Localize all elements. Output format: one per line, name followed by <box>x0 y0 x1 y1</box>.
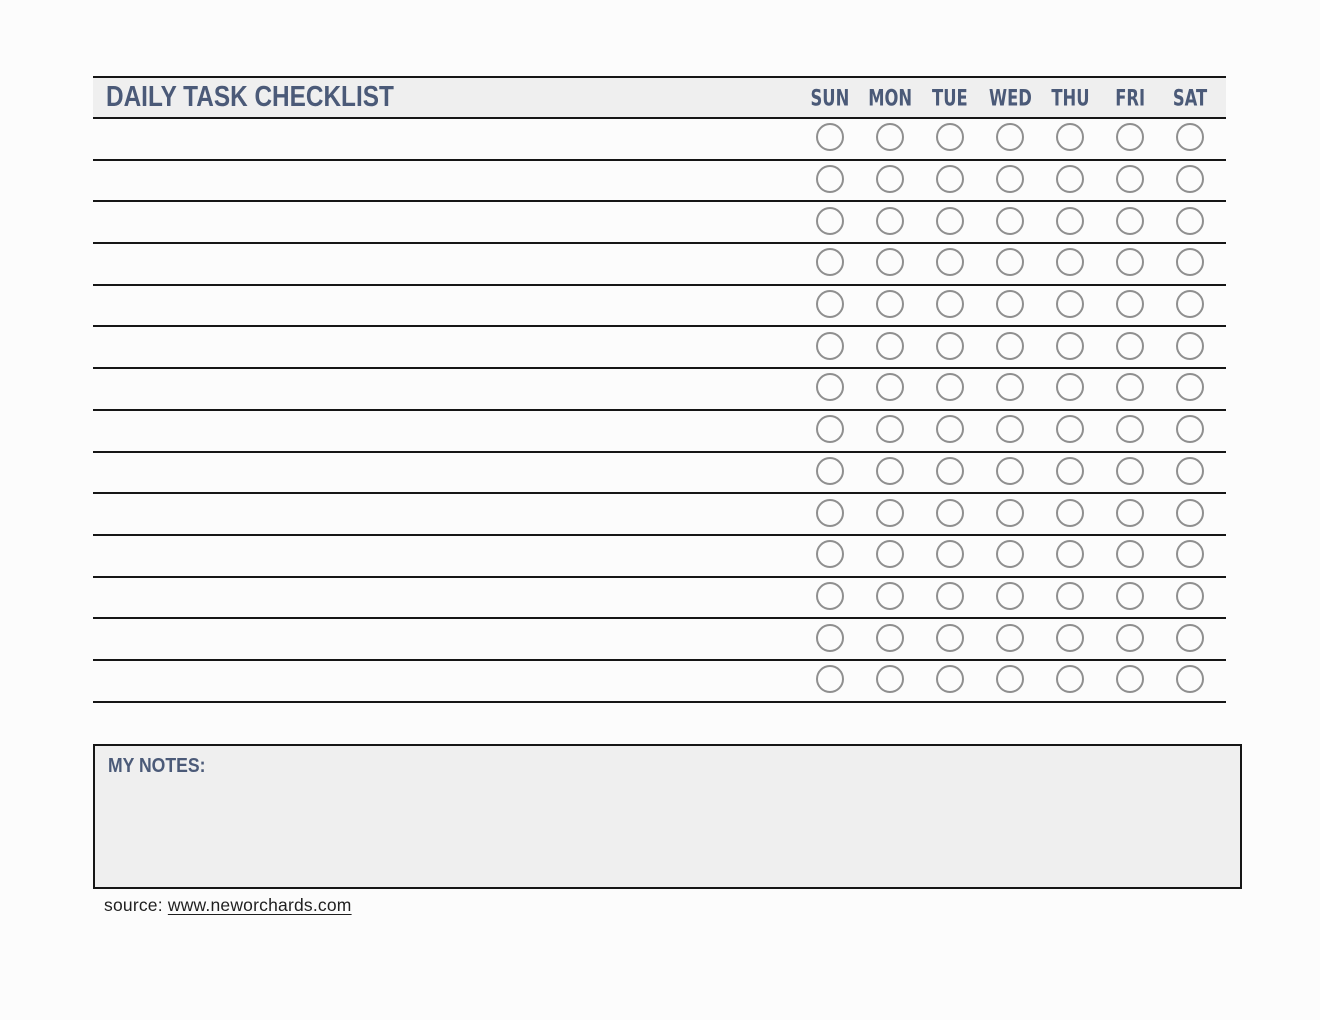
day-checkbox-circle[interactable] <box>816 332 844 360</box>
checkbox-cell-mon <box>860 585 920 610</box>
day-checkbox-circle[interactable] <box>816 123 844 151</box>
day-checkbox-circle[interactable] <box>1176 123 1204 151</box>
day-checkbox-circle[interactable] <box>816 248 844 276</box>
day-checkbox-circle[interactable] <box>816 373 844 401</box>
day-checkbox-circle[interactable] <box>936 665 964 693</box>
day-checkbox-circle[interactable] <box>936 332 964 360</box>
day-header-wed <box>980 86 1040 110</box>
day-checkbox-circle[interactable] <box>1056 248 1084 276</box>
checkbox-cell-fri <box>1100 168 1160 193</box>
day-header-mon <box>860 86 920 110</box>
checkbox-cell-sun <box>800 668 860 693</box>
checkbox-cell-wed <box>980 335 1040 360</box>
task-name-field[interactable] <box>93 619 800 659</box>
day-checkbox-circle[interactable] <box>876 123 904 151</box>
day-checkbox-circle[interactable] <box>1176 540 1204 568</box>
checkbox-cell-wed <box>980 251 1040 276</box>
day-header-tue <box>920 86 980 110</box>
task-row <box>93 411 1226 453</box>
day-checkbox-circle[interactable] <box>936 499 964 527</box>
day-checkbox-circle[interactable] <box>996 248 1024 276</box>
day-checkbox-circle[interactable] <box>876 165 904 193</box>
checkbox-cell-wed <box>980 502 1040 527</box>
checkbox-cell-thu <box>1040 627 1100 652</box>
day-checkbox-circle[interactable] <box>816 415 844 443</box>
checkbox-cell-fri <box>1100 585 1160 610</box>
checkbox-cell-thu <box>1040 668 1100 693</box>
day-header-fri <box>1100 86 1160 110</box>
checkbox-cell-fri <box>1100 502 1160 527</box>
checkbox-cell-sun <box>800 210 860 235</box>
task-table <box>93 76 1226 703</box>
checkbox-cell-sun <box>800 126 860 151</box>
task-row <box>93 161 1226 203</box>
notes-label <box>108 755 205 778</box>
task-name-field[interactable] <box>93 161 800 201</box>
day-checkbox-circle[interactable] <box>1056 332 1084 360</box>
checkbox-cell-thu <box>1040 335 1100 360</box>
checkbox-cell-wed <box>980 126 1040 151</box>
day-checkbox-circle[interactable] <box>816 624 844 652</box>
checkbox-cell-thu <box>1040 168 1100 193</box>
day-checkbox-group <box>800 168 1226 193</box>
task-row <box>93 202 1226 244</box>
checkbox-cell-tue <box>920 627 980 652</box>
checkbox-cell-fri <box>1100 376 1160 401</box>
day-checkbox-circle[interactable] <box>1056 373 1084 401</box>
checkbox-cell-sat <box>1160 502 1220 527</box>
checkbox-cell-sun <box>800 502 860 527</box>
day-checkbox-circle[interactable] <box>876 665 904 693</box>
checkbox-cell-tue <box>920 418 980 443</box>
day-checkbox-circle[interactable] <box>1116 415 1144 443</box>
day-checkbox-circle[interactable] <box>996 207 1024 235</box>
task-name-field[interactable] <box>93 494 800 534</box>
checkbox-cell-sat <box>1160 543 1220 568</box>
day-checkbox-circle[interactable] <box>876 332 904 360</box>
task-name-field[interactable] <box>93 411 800 451</box>
checkbox-cell-sat <box>1160 126 1220 151</box>
notes-label-colon: : <box>199 755 206 777</box>
checkbox-cell-fri <box>1100 126 1160 151</box>
checkbox-cell-sun <box>800 585 860 610</box>
table-header <box>93 76 1226 119</box>
day-header-label: MON <box>868 84 912 111</box>
day-checkbox-circle[interactable] <box>876 540 904 568</box>
task-row <box>93 661 1226 703</box>
checkbox-cell-fri <box>1100 418 1160 443</box>
day-checkbox-circle[interactable] <box>1176 457 1204 485</box>
day-checkbox-circle[interactable] <box>876 582 904 610</box>
day-checkbox-circle[interactable] <box>1176 415 1204 443</box>
checkbox-cell-thu <box>1040 460 1100 485</box>
notes-input-area[interactable] <box>108 778 1227 873</box>
day-checkbox-circle[interactable] <box>936 290 964 318</box>
checkbox-cell-thu <box>1040 418 1100 443</box>
day-checkbox-circle[interactable] <box>816 582 844 610</box>
day-checkbox-circle[interactable] <box>936 540 964 568</box>
checkbox-cell-sat <box>1160 335 1220 360</box>
day-checkbox-circle[interactable] <box>876 248 904 276</box>
checkbox-cell-mon <box>860 168 920 193</box>
day-checkbox-group <box>800 418 1226 443</box>
day-checkbox-circle[interactable] <box>1116 248 1144 276</box>
day-checkbox-circle[interactable] <box>936 415 964 443</box>
day-checkbox-circle[interactable] <box>1116 123 1144 151</box>
checkbox-cell-tue <box>920 168 980 193</box>
day-checkbox-group <box>800 210 1226 235</box>
task-name-field[interactable] <box>93 578 800 618</box>
checkbox-cell-thu <box>1040 376 1100 401</box>
day-checkbox-circle[interactable] <box>1116 332 1144 360</box>
checkbox-cell-fri <box>1100 210 1160 235</box>
checkbox-cell-fri <box>1100 460 1160 485</box>
checkbox-cell-wed <box>980 168 1040 193</box>
day-checkbox-circle[interactable] <box>996 540 1024 568</box>
day-checkbox-circle[interactable] <box>1116 457 1144 485</box>
notes-box <box>93 744 1242 889</box>
task-name-field[interactable] <box>93 369 800 409</box>
day-checkbox-circle[interactable] <box>1176 332 1204 360</box>
day-checkbox-circle[interactable] <box>1176 665 1204 693</box>
task-name-field[interactable] <box>93 453 800 493</box>
day-checkbox-group <box>800 126 1226 151</box>
day-checkbox-circle[interactable] <box>1176 624 1204 652</box>
checkbox-cell-mon <box>860 335 920 360</box>
day-checkbox-circle[interactable] <box>1056 665 1084 693</box>
source-line <box>104 895 352 916</box>
day-checkbox-circle[interactable] <box>1056 499 1084 527</box>
day-checkbox-circle[interactable] <box>816 499 844 527</box>
day-header-label: THU <box>1050 84 1090 111</box>
day-checkbox-circle[interactable] <box>1116 373 1144 401</box>
page-title: DAILY TASK CHECKLIST <box>106 81 394 113</box>
day-checkbox-circle[interactable] <box>996 123 1024 151</box>
day-checkbox-circle[interactable] <box>876 457 904 485</box>
checkbox-cell-tue <box>920 460 980 485</box>
day-checkbox-group <box>800 376 1226 401</box>
checkbox-cell-fri <box>1100 668 1160 693</box>
checkbox-cell-sat <box>1160 668 1220 693</box>
day-checkbox-circle[interactable] <box>1116 540 1144 568</box>
day-header-sun <box>800 86 860 110</box>
checkbox-cell-mon <box>860 418 920 443</box>
day-checkbox-circle[interactable] <box>1056 457 1084 485</box>
task-row <box>93 453 1226 495</box>
checkbox-cell-thu <box>1040 293 1100 318</box>
checkbox-cell-tue <box>920 126 980 151</box>
checkbox-cell-wed <box>980 460 1040 485</box>
checkbox-cell-sun <box>800 627 860 652</box>
day-checkbox-circle[interactable] <box>876 415 904 443</box>
checkbox-cell-wed <box>980 543 1040 568</box>
day-checkbox-group <box>800 585 1226 610</box>
task-name-field[interactable] <box>93 119 800 159</box>
day-checkbox-circle[interactable] <box>1176 582 1204 610</box>
day-checkbox-circle[interactable] <box>1116 499 1144 527</box>
checkbox-cell-fri <box>1100 293 1160 318</box>
day-checkbox-circle[interactable] <box>996 415 1024 443</box>
checkbox-cell-mon <box>860 668 920 693</box>
day-header-sat <box>1160 86 1220 110</box>
task-row <box>93 327 1226 369</box>
checkbox-cell-wed <box>980 210 1040 235</box>
day-header-label: SUN <box>810 84 850 111</box>
day-checkbox-circle[interactable] <box>816 457 844 485</box>
checkbox-cell-fri <box>1100 335 1160 360</box>
checkbox-cell-sun <box>800 418 860 443</box>
day-header-row <box>800 78 1226 117</box>
checkbox-cell-sat <box>1160 168 1220 193</box>
day-checkbox-circle[interactable] <box>936 165 964 193</box>
day-checkbox-circle[interactable] <box>1176 165 1204 193</box>
task-row <box>93 536 1226 578</box>
checkbox-cell-mon <box>860 293 920 318</box>
source-prefix: source: <box>104 895 168 915</box>
day-checkbox-circle[interactable] <box>1176 207 1204 235</box>
checkbox-cell-sun <box>800 543 860 568</box>
checkbox-cell-sun <box>800 251 860 276</box>
checkbox-cell-tue <box>920 335 980 360</box>
checkbox-cell-thu <box>1040 543 1100 568</box>
checkbox-cell-sat <box>1160 627 1220 652</box>
checkbox-cell-tue <box>920 251 980 276</box>
checkbox-cell-mon <box>860 210 920 235</box>
checkbox-cell-tue <box>920 293 980 318</box>
day-checkbox-circle[interactable] <box>1056 165 1084 193</box>
task-name-field[interactable] <box>93 244 800 284</box>
day-checkbox-circle[interactable] <box>816 540 844 568</box>
day-checkbox-circle[interactable] <box>1176 248 1204 276</box>
day-checkbox-circle[interactable] <box>936 123 964 151</box>
day-checkbox-circle[interactable] <box>816 290 844 318</box>
task-row <box>93 244 1226 286</box>
checkbox-cell-sat <box>1160 376 1220 401</box>
day-checkbox-group <box>800 627 1226 652</box>
day-checkbox-circle[interactable] <box>996 624 1024 652</box>
task-name-field[interactable] <box>93 202 800 242</box>
day-checkbox-circle[interactable] <box>996 499 1024 527</box>
day-checkbox-circle[interactable] <box>936 624 964 652</box>
checkbox-cell-wed <box>980 376 1040 401</box>
task-name-field[interactable] <box>93 536 800 576</box>
checkbox-cell-fri <box>1100 627 1160 652</box>
checkbox-cell-mon <box>860 126 920 151</box>
checkbox-cell-thu <box>1040 210 1100 235</box>
day-checkbox-circle[interactable] <box>1116 165 1144 193</box>
checkbox-cell-mon <box>860 627 920 652</box>
checkbox-cell-tue <box>920 543 980 568</box>
checkbox-cell-tue <box>920 502 980 527</box>
day-checkbox-group <box>800 460 1226 485</box>
checkbox-cell-thu <box>1040 126 1100 151</box>
checkbox-cell-sat <box>1160 210 1220 235</box>
task-rows <box>93 119 1226 703</box>
day-checkbox-circle[interactable] <box>1116 582 1144 610</box>
day-checkbox-circle[interactable] <box>1176 373 1204 401</box>
day-checkbox-circle[interactable] <box>876 207 904 235</box>
notes-label-text: MY NOTES <box>108 755 200 777</box>
day-checkbox-group <box>800 543 1226 568</box>
task-row <box>93 369 1226 411</box>
checkbox-cell-thu <box>1040 251 1100 276</box>
day-header-label: FRI <box>1115 84 1145 111</box>
day-checkbox-circle[interactable] <box>1116 290 1144 318</box>
day-checkbox-circle[interactable] <box>996 665 1024 693</box>
day-checkbox-circle[interactable] <box>996 165 1024 193</box>
day-checkbox-circle[interactable] <box>1176 290 1204 318</box>
day-checkbox-circle[interactable] <box>936 373 964 401</box>
task-row <box>93 578 1226 620</box>
task-row <box>93 286 1226 328</box>
checkbox-cell-mon <box>860 460 920 485</box>
task-row <box>93 494 1226 536</box>
checkbox-cell-sat <box>1160 460 1220 485</box>
day-checkbox-circle[interactable] <box>1116 207 1144 235</box>
source-link[interactable]: www.neworchards.com <box>167 895 352 915</box>
checkbox-cell-wed <box>980 627 1040 652</box>
task-row <box>93 119 1226 161</box>
day-checkbox-circle[interactable] <box>936 207 964 235</box>
day-checkbox-circle[interactable] <box>1056 540 1084 568</box>
day-checkbox-group <box>800 335 1226 360</box>
day-checkbox-circle[interactable] <box>996 290 1024 318</box>
day-checkbox-group <box>800 293 1226 318</box>
task-name-field[interactable] <box>93 327 800 367</box>
day-checkbox-circle[interactable] <box>1056 415 1084 443</box>
checkbox-cell-tue <box>920 585 980 610</box>
day-checkbox-circle[interactable] <box>1056 123 1084 151</box>
day-checkbox-circle[interactable] <box>996 332 1024 360</box>
day-header-label: WED <box>988 84 1032 111</box>
day-checkbox-circle[interactable] <box>876 499 904 527</box>
checkbox-cell-wed <box>980 418 1040 443</box>
checkbox-cell-sat <box>1160 585 1220 610</box>
checkbox-cell-wed <box>980 293 1040 318</box>
checkbox-cell-sun <box>800 293 860 318</box>
checkbox-cell-sun <box>800 335 860 360</box>
task-name-field[interactable] <box>93 661 800 701</box>
day-checkbox-circle[interactable] <box>876 624 904 652</box>
checkbox-cell-mon <box>860 251 920 276</box>
checkbox-cell-sun <box>800 376 860 401</box>
day-checkbox-circle[interactable] <box>936 582 964 610</box>
day-checkbox-circle[interactable] <box>816 165 844 193</box>
day-checkbox-circle[interactable] <box>816 665 844 693</box>
checkbox-cell-fri <box>1100 251 1160 276</box>
checkbox-cell-sat <box>1160 293 1220 318</box>
day-checkbox-circle[interactable] <box>816 207 844 235</box>
task-row <box>93 619 1226 661</box>
checkbox-cell-mon <box>860 502 920 527</box>
title-cell <box>93 78 800 117</box>
checkbox-cell-sun <box>800 460 860 485</box>
day-checkbox-circle[interactable] <box>1056 290 1084 318</box>
day-checkbox-circle[interactable] <box>1116 624 1144 652</box>
checkbox-cell-thu <box>1040 585 1100 610</box>
day-checkbox-circle[interactable] <box>996 582 1024 610</box>
day-checkbox-group <box>800 668 1226 693</box>
day-checkbox-circle[interactable] <box>876 290 904 318</box>
day-checkbox-circle[interactable] <box>876 373 904 401</box>
checkbox-cell-sun <box>800 168 860 193</box>
checkbox-cell-tue <box>920 668 980 693</box>
checkbox-cell-tue <box>920 210 980 235</box>
day-header-label: TUE <box>932 84 968 111</box>
checkbox-cell-sat <box>1160 418 1220 443</box>
day-checkbox-circle[interactable] <box>1056 624 1084 652</box>
day-header-label: SAT <box>1172 84 1208 111</box>
day-header-thu <box>1040 86 1100 110</box>
checkbox-cell-mon <box>860 543 920 568</box>
day-checkbox-circle[interactable] <box>996 373 1024 401</box>
checkbox-cell-sat <box>1160 251 1220 276</box>
day-checkbox-circle[interactable] <box>1056 207 1084 235</box>
checkbox-cell-fri <box>1100 543 1160 568</box>
checkbox-cell-mon <box>860 376 920 401</box>
day-checkbox-circle[interactable] <box>996 457 1024 485</box>
day-checkbox-group <box>800 502 1226 527</box>
day-checkbox-circle[interactable] <box>936 248 964 276</box>
checkbox-cell-thu <box>1040 502 1100 527</box>
day-checkbox-circle[interactable] <box>1116 665 1144 693</box>
day-checkbox-circle[interactable] <box>1056 582 1084 610</box>
day-checkbox-circle[interactable] <box>936 457 964 485</box>
task-name-field[interactable] <box>93 286 800 326</box>
checkbox-cell-tue <box>920 376 980 401</box>
checkbox-cell-wed <box>980 585 1040 610</box>
day-checkbox-group <box>800 251 1226 276</box>
checkbox-cell-wed <box>980 668 1040 693</box>
day-checkbox-circle[interactable] <box>1176 499 1204 527</box>
